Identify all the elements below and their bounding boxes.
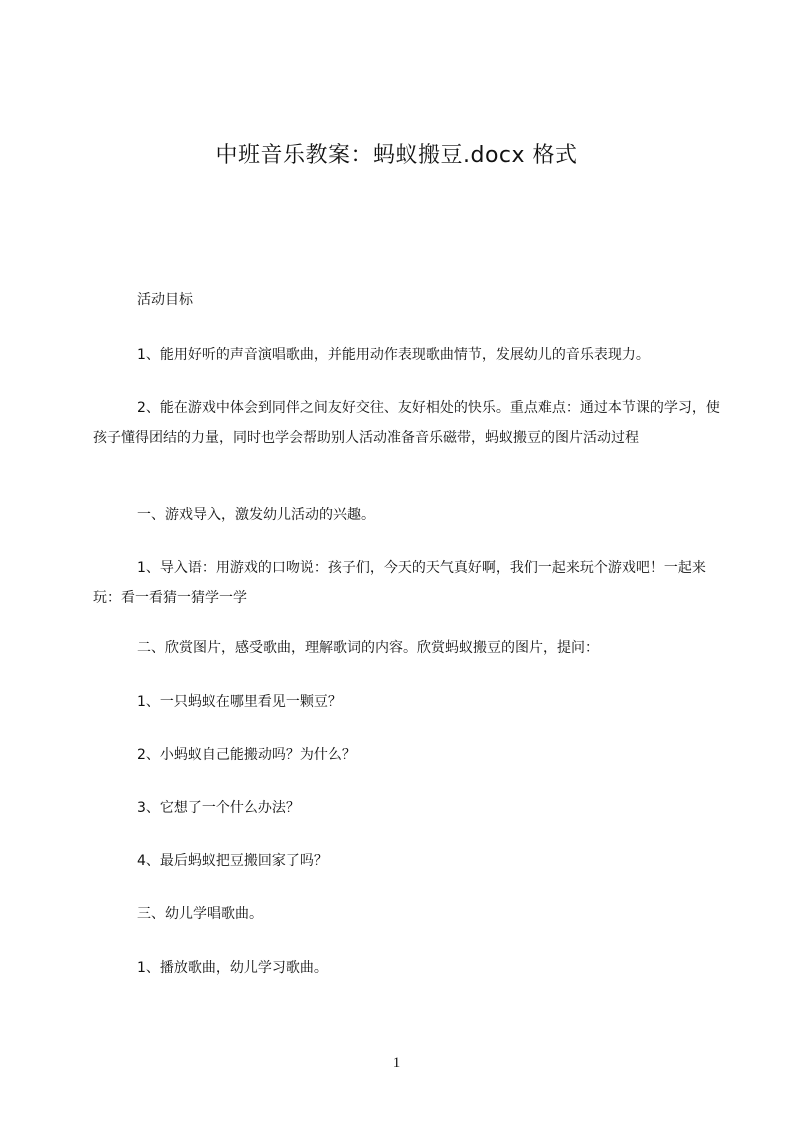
section-heading-sing: 三、幼儿学唱歌曲。: [137, 906, 263, 922]
intro-item-1: 1、导入语：用游戏的口吻说：孩子们，今天的天气真好啊，我们一起来玩个游戏吧！一起来玩：看一看猜一猜学一学: [93, 560, 706, 606]
question-item-2: 2、小蚂蚁自己能搬动吗？为什么？: [137, 747, 356, 763]
goal-item-1: 1、能用好听的声音演唱歌曲，并能用动作表现歌曲情节，发展幼儿的音乐表现力。: [137, 347, 650, 363]
page-number: 1: [392, 1055, 401, 1071]
goal-item-2: 2、能在游戏中体会到同伴之间友好交往、友好相处的快乐。重点难点：通过本节课的学习，使孩子懂得团结的力量，同时也学会帮助别人活动准备音乐磁带，蚂蚁搬豆的图片活动过程: [93, 400, 720, 446]
section-heading-goals: 活动目标: [137, 292, 193, 308]
question-item-3: 3、它想了一个什么办法？: [137, 800, 300, 816]
sing-item-1: 1、播放歌曲，幼儿学习歌曲。: [137, 960, 328, 976]
document-title: 中班音乐教案：蚂蚁搬豆.docx 格式: [215, 143, 578, 168]
section-heading-game-intro: 一、游戏导入，激发幼儿活动的兴趣。: [137, 507, 375, 523]
question-item-4: 4、最后蚂蚁把豆搬回家了吗？: [137, 853, 328, 869]
question-item-1: 1、一只蚂蚁在哪里看见一颗豆？: [137, 694, 342, 710]
section-heading-appreciate: 二、欣赏图片，感受歌曲，理解歌词的内容。欣赏蚂蚁搬豆的图片，提问：: [137, 640, 599, 656]
